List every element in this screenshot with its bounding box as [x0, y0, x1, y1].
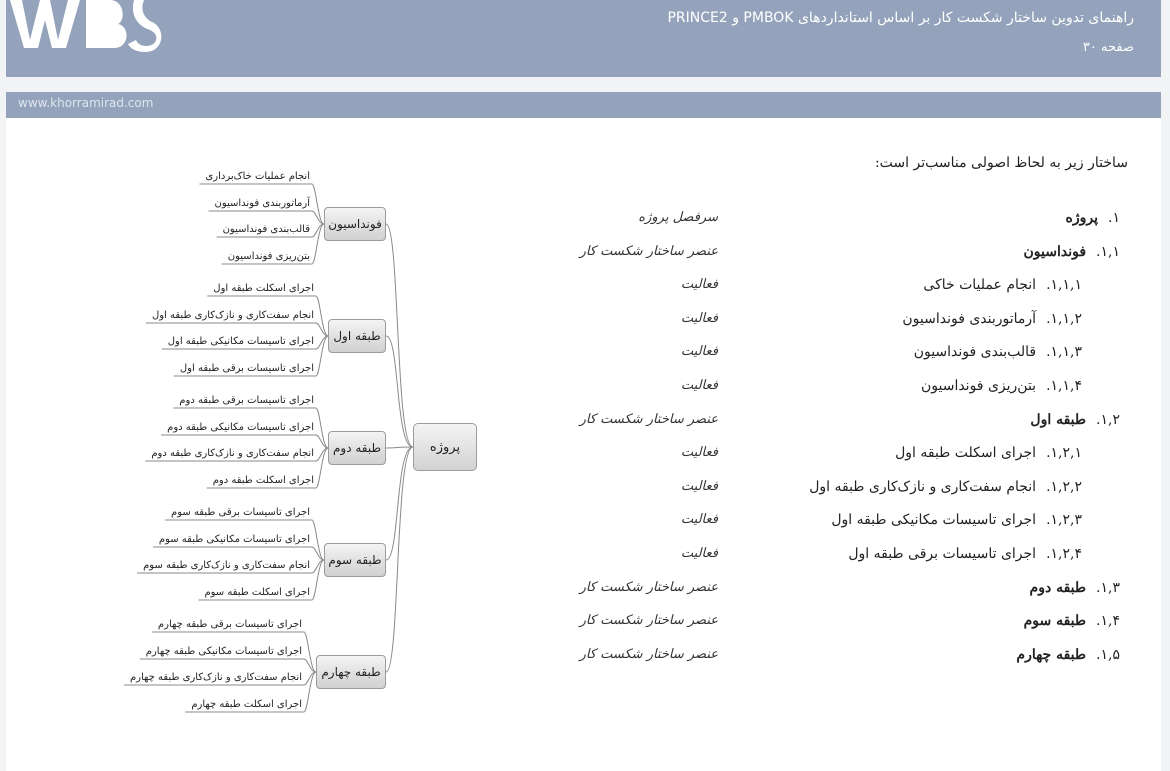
- outline-label: پروژه: [1065, 210, 1099, 226]
- outline-label: طبقه سوم: [1023, 613, 1087, 630]
- outline-type: عنصر ساختار شکست کار: [579, 411, 718, 427]
- outline-label: آرماتوربندی فونداسیون: [902, 310, 1037, 327]
- outline-type: فعالیت: [680, 344, 718, 360]
- outline-type: سرفصل پروژه: [638, 210, 718, 225]
- outline-label: طبقه دوم: [1029, 579, 1087, 596]
- outline-label: طبقه چهارم: [1016, 646, 1087, 663]
- outline-label: بتن‌ریزی فونداسیون: [920, 378, 1037, 394]
- outline-label: طبقه اول: [1030, 411, 1087, 428]
- mindmap-leaf: اجرای تاسیسات مکانیکی طبقه سوم: [158, 534, 310, 545]
- outline-number: ۱,۲,۲.: [1046, 478, 1082, 495]
- outline-label: انجام عملیات خاکی: [923, 277, 1037, 294]
- document-title: راهنمای تدوین ساختار شکست کار بر اساس استانداردهای PMBOK و PRINCE2: [667, 10, 1134, 26]
- branch-connector: [386, 447, 413, 448]
- outline-label: اجرای تاسیسات مکانیکی طبقه اول: [831, 512, 1037, 529]
- branch-connector: [386, 447, 413, 560]
- mindmap-leaf: آرماتوربندی فونداسیون: [214, 198, 310, 209]
- outline-label: قالب‌بندی فونداسیون: [913, 344, 1037, 361]
- page-number: صفحه ۳۰: [1082, 40, 1134, 55]
- mindmap-leaf: اجرای تاسیسات برقی طبقه دوم: [179, 395, 314, 406]
- site-url[interactable]: www.khorramirad.com: [18, 96, 154, 110]
- intro-text: ساختار زیر به لحاظ اصولی مناسب‌تر است:: [874, 155, 1128, 171]
- branch-connector: [386, 224, 413, 447]
- outline-number: ۱,۵.: [1096, 646, 1120, 663]
- outline-number: ۱,۳.: [1096, 579, 1120, 596]
- mindmap-branch: طبقه چهارم: [316, 655, 386, 689]
- mindmap-root: پروژه: [413, 423, 477, 471]
- mindmap-leaf: انجام سفت‌کاری و نازک‌کاری طبقه چهارم: [129, 672, 302, 683]
- outline-number: ۱,۲.: [1096, 411, 1120, 428]
- outline-number: ۱,۱,۴.: [1046, 378, 1082, 394]
- mindmap-branch: طبقه دوم: [328, 431, 386, 465]
- mindmap-leaf: اجرای تاسیسات مکانیکی طبقه دوم: [167, 422, 314, 433]
- mindmap-branch: طبقه سوم: [324, 543, 386, 577]
- outline-label: اجرای اسکلت طبقه اول: [895, 445, 1037, 462]
- outline-number: ۱,۱,۳.: [1046, 344, 1082, 361]
- outline-type: فعالیت: [680, 378, 718, 393]
- mindmap-branch: فونداسیون: [324, 207, 386, 241]
- mindmap-leaf: اجرای اسکلت طبقه چهارم: [191, 699, 302, 710]
- mindmap-leaf: انجام سفت‌کاری و نازک‌کاری طبقه اول: [151, 310, 314, 321]
- mindmap-leaf: اجرای تاسیسات برقی طبقه چهارم: [157, 619, 302, 630]
- mindmap-leaf: اجرای تاسیسات برقی طبقه سوم: [171, 507, 310, 518]
- outline-label: اجرای تاسیسات برقی طبقه اول: [848, 546, 1037, 562]
- outline-number: ۱,۲,۱.: [1046, 445, 1082, 462]
- mindmap-leaf: انجام سفت‌کاری و نازک‌کاری طبقه دوم: [151, 448, 314, 459]
- outline-number: ۱,۴.: [1096, 613, 1120, 630]
- outline-number: ۱,۱,۱.: [1046, 277, 1082, 294]
- mindmap-branch: طبقه اول: [328, 319, 386, 353]
- mindmap-leaf: انجام عملیات خاک‌برداری: [205, 171, 310, 182]
- outline-type: فعالیت: [680, 277, 718, 293]
- outline-number: ۱,۲,۴.: [1046, 546, 1082, 562]
- mindmap-leaf: اجرای اسکلت طبقه سوم: [204, 587, 310, 598]
- outline-number: ۱,۱,۲.: [1046, 310, 1082, 327]
- outline-type: فعالیت: [680, 478, 718, 494]
- outline-type: فعالیت: [680, 310, 718, 326]
- outline-type: عنصر ساختار شکست کار: [579, 646, 718, 662]
- branch-connector: [386, 447, 413, 672]
- outline-type: فعالیت: [680, 512, 718, 528]
- branch-connector: [386, 336, 413, 447]
- outline-type: عنصر ساختار شکست کار: [579, 579, 718, 595]
- outline-label: انجام سفت‌کاری و نازک‌کاری طبقه اول: [809, 478, 1037, 495]
- mindmap-leaf: اجرای تاسیسات مکانیکی طبقه اول: [167, 336, 314, 347]
- outline-type: عنصر ساختار شکست کار: [579, 243, 718, 259]
- mindmap-leaf: اجرای اسکلت طبقه اول: [213, 283, 314, 294]
- mindmap-leaf: اجرای تاسیسات برقی طبقه اول: [179, 363, 314, 374]
- mindmap-leaf: اجرای اسکلت طبقه دوم: [212, 475, 314, 486]
- mindmap-leaf: قالب‌بندی فونداسیون: [222, 224, 310, 235]
- outline-number: ۱,۲,۳.: [1046, 512, 1082, 529]
- outline-type: فعالیت: [680, 546, 718, 561]
- outline-number: ۱.: [1108, 210, 1120, 226]
- mindmap-leaf: بتن‌ریزی فونداسیون: [227, 251, 310, 262]
- mindmap-leaf: انجام سفت‌کاری و نازک‌کاری طبقه سوم: [143, 560, 310, 571]
- outline-type: فعالیت: [680, 445, 718, 461]
- mindmap-leaf: اجرای تاسیسات مکانیکی طبقه چهارم: [145, 646, 302, 657]
- outline-number: ۱,۱.: [1096, 243, 1120, 260]
- outline-type: عنصر ساختار شکست کار: [579, 613, 718, 629]
- outline-label: فونداسیون: [1023, 243, 1087, 260]
